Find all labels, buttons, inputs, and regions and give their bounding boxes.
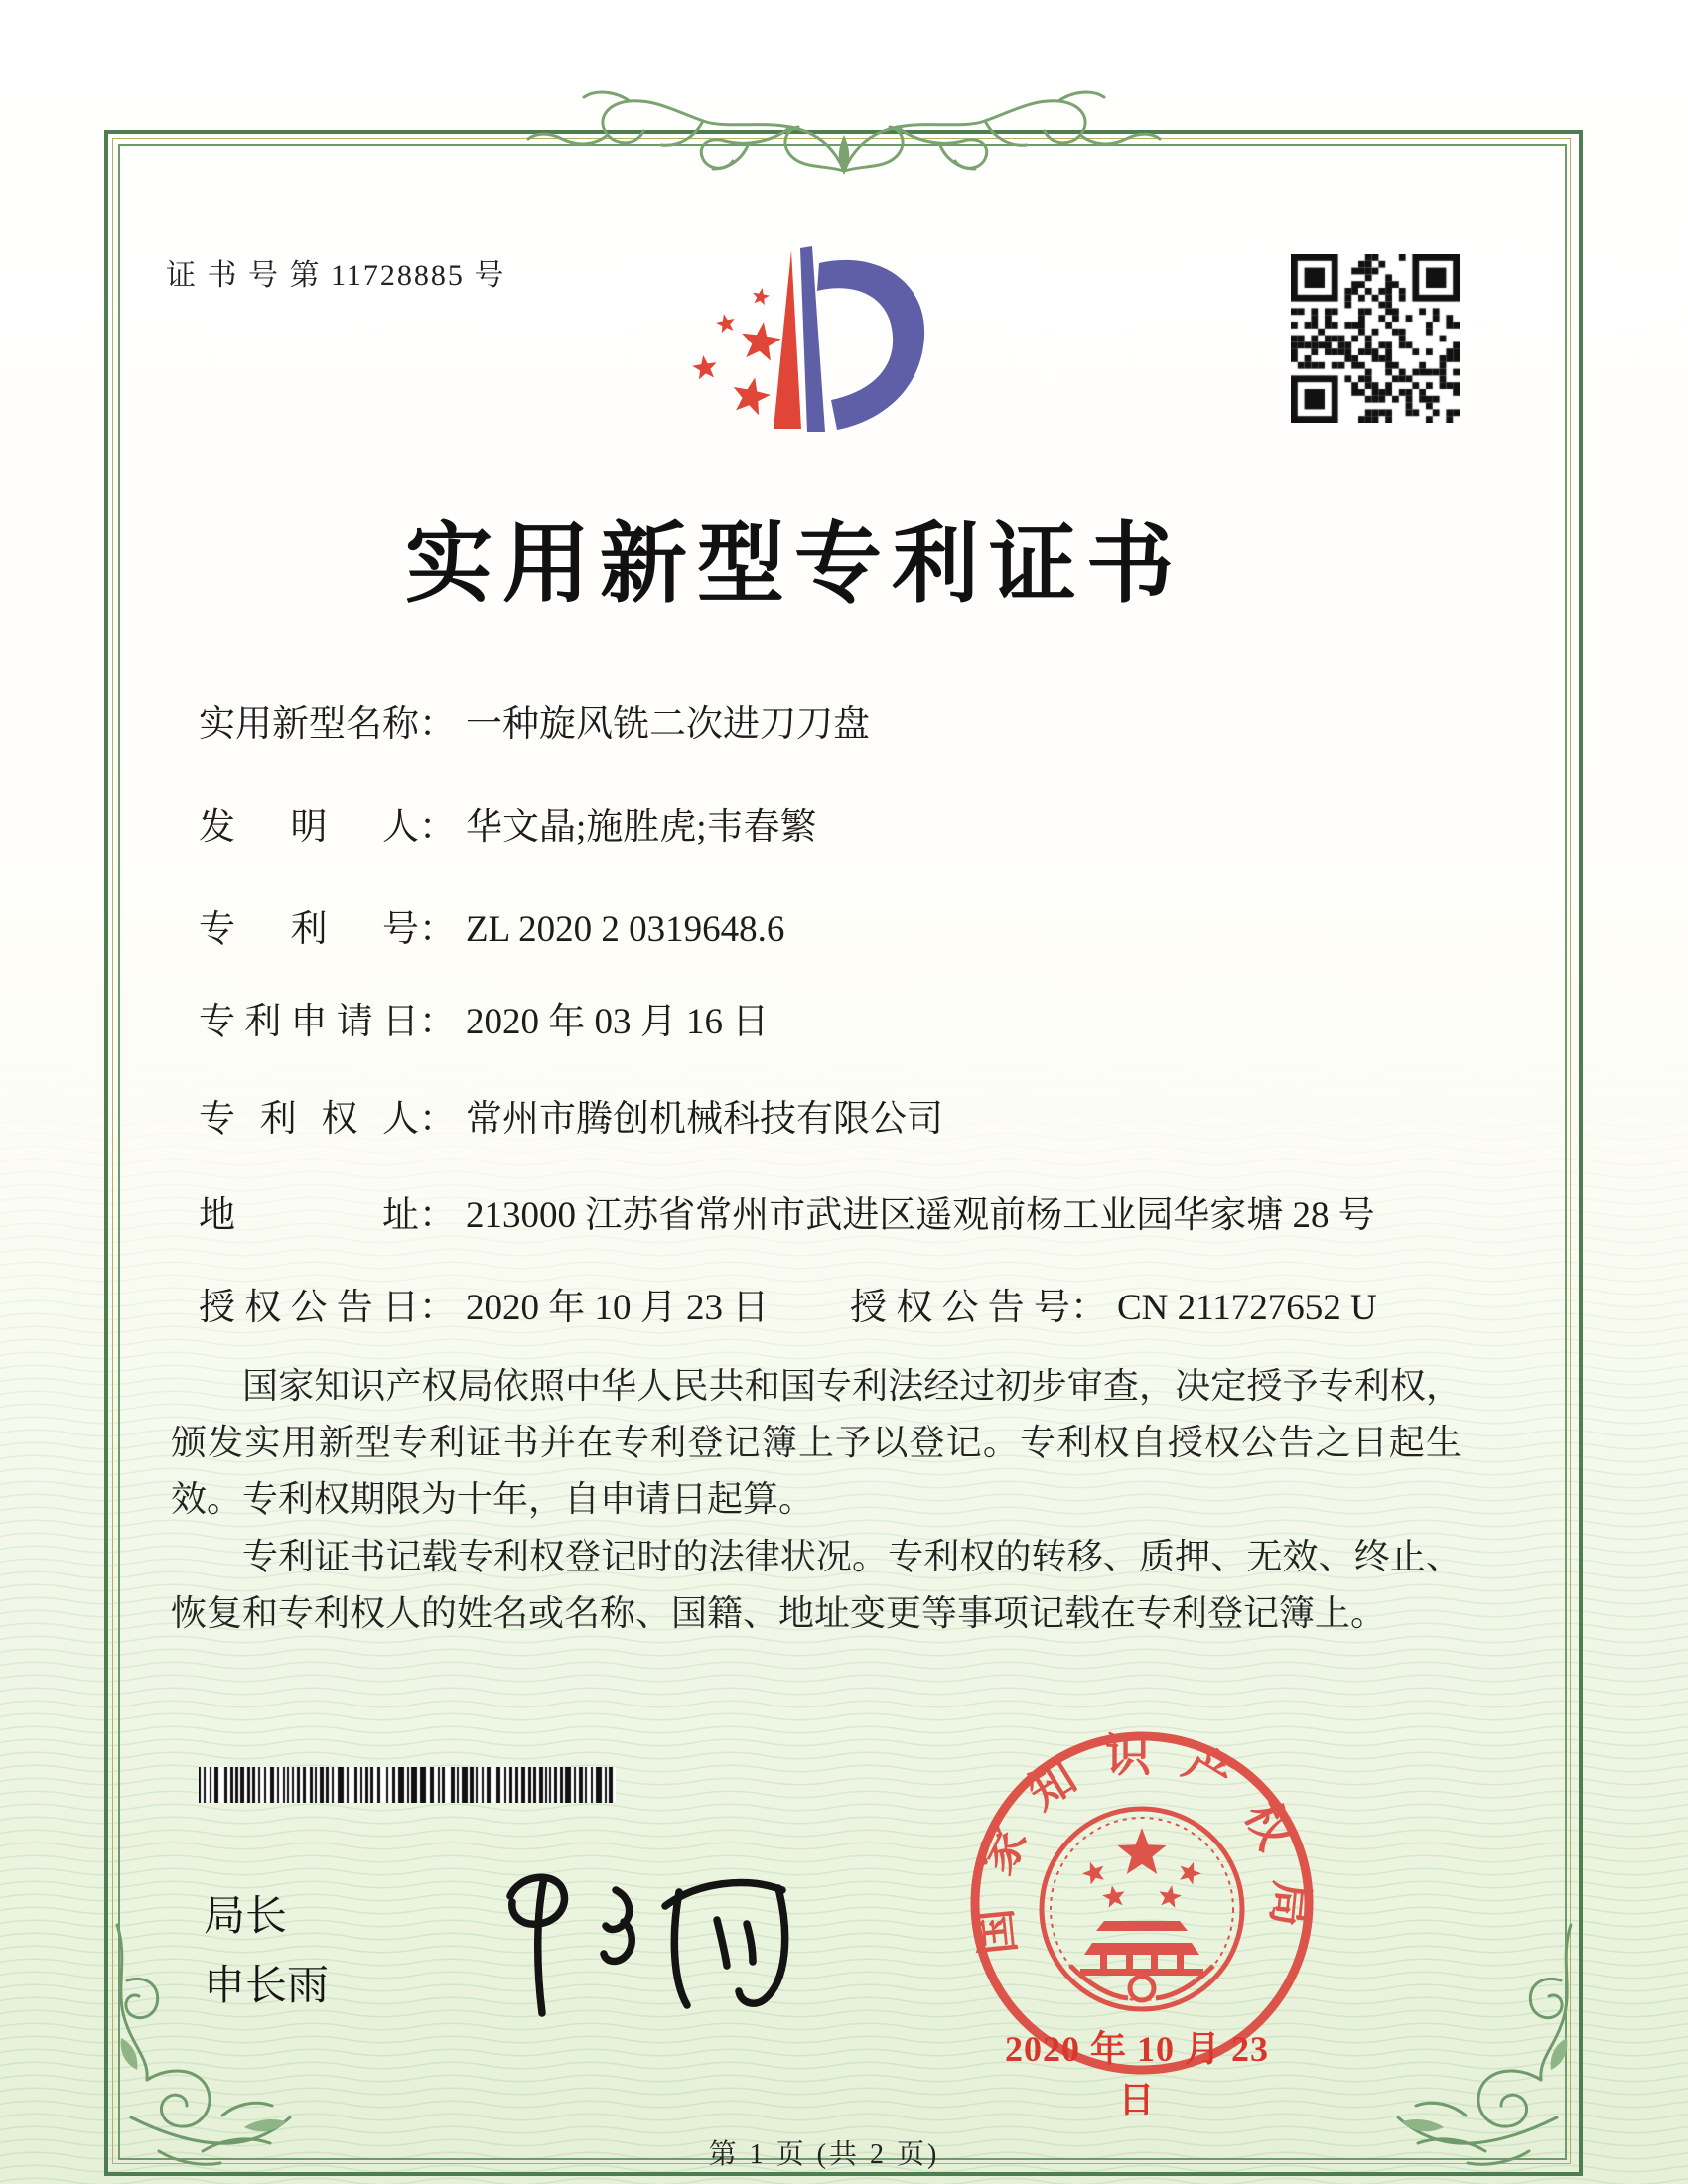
field-value: 常州市腾创机械科技有限公司 — [466, 1099, 943, 1140]
field-label: 专利权人 — [199, 1099, 419, 1140]
field-label: 专利申请日 — [199, 1002, 419, 1042]
barcode — [199, 1767, 616, 1803]
field-label: 授权公告号 — [850, 1288, 1070, 1328]
border-frame-inner — [118, 144, 1567, 2160]
field-value: 213000 江苏省常州市武进区遥观前杨工业园华家塘 28 号 — [466, 1195, 1375, 1236]
field-label: 发明人 — [199, 807, 419, 848]
national-emblem — [1042, 1809, 1242, 2009]
seal-org-text: 国家知识产权局 — [966, 1730, 1318, 1958]
certificate-number: 证 书 号 第 11728885 号 — [166, 259, 506, 292]
field-value: ZL 2020 2 0319648.6 — [466, 909, 785, 950]
seal-date: 2020 年 10 月 23 日 — [1004, 2029, 1269, 2119]
field-value: 2020 年 10 月 23 日 — [466, 1288, 770, 1328]
field-row-grant-number: 授权公告号： CN 211727652 U — [850, 1277, 1377, 1330]
cnipa-logo — [680, 243, 928, 437]
field-label: 授权公告日 — [199, 1288, 419, 1328]
field-value: CN 211727652 U — [1117, 1288, 1377, 1328]
field-row-filing-date: 专利申请日： 2020 年 03 月 16 日 — [199, 991, 769, 1044]
legal-paragraph-1: 国家知识产权局依照中华人民共和国专利法经过初步审查，决定授予专利权，颁发实用新型专利证书并在专利登记簿上予以登记。专利权自授权公告之日起生效。专利权期限为十年，自申请日起算。 — [171, 1366, 1462, 1519]
certificate-title: 实用新型专利证书 — [404, 517, 1184, 614]
field-value: 华文晶;施胜虎;韦春繁 — [466, 807, 817, 848]
top-flourish — [496, 77, 1192, 195]
field-label: 专利号 — [199, 909, 419, 950]
field-value: 一种旋风铣二次进刀刀盘 — [466, 704, 870, 745]
field-row-patent-number: 专利号： ZL 2020 2 0319648.6 — [199, 898, 784, 952]
qr-code — [1291, 254, 1460, 423]
director-signature — [467, 1837, 824, 2035]
page-footer: 第 1 页 (共 2 页) — [708, 2139, 940, 2170]
field-row-address: 地址： 213000 江苏省常州市武进区遥观前杨工业园华家塘 28 号 — [199, 1184, 1375, 1238]
field-label: 实用新型名称 — [199, 704, 419, 745]
field-label: 地址 — [199, 1195, 419, 1236]
legal-paragraph-2: 专利证书记载专利权登记时的法律状况。专利权的转移、质押、无效、终止、恢复和专利权人的姓名或名称、国籍、地址变更等事项记载在专利登记簿上。 — [171, 1537, 1462, 1633]
field-row-inventors: 发明人： 华文晶;施胜虎;韦春繁 — [199, 796, 817, 850]
field-row-patentee: 专利权人： 常州市腾创机械科技有限公司 — [199, 1088, 943, 1142]
officer-name: 申长雨 — [204, 1962, 330, 2008]
field-row-name: 实用新型名称： 一种旋风铣二次进刀刀盘 — [199, 693, 870, 747]
field-row-grant-date: 授权公告日： 2020 年 10 月 23 日 — [199, 1277, 769, 1330]
officer-title: 局长 — [204, 1892, 288, 1939]
field-value: 2020 年 03 月 16 日 — [466, 1002, 770, 1042]
